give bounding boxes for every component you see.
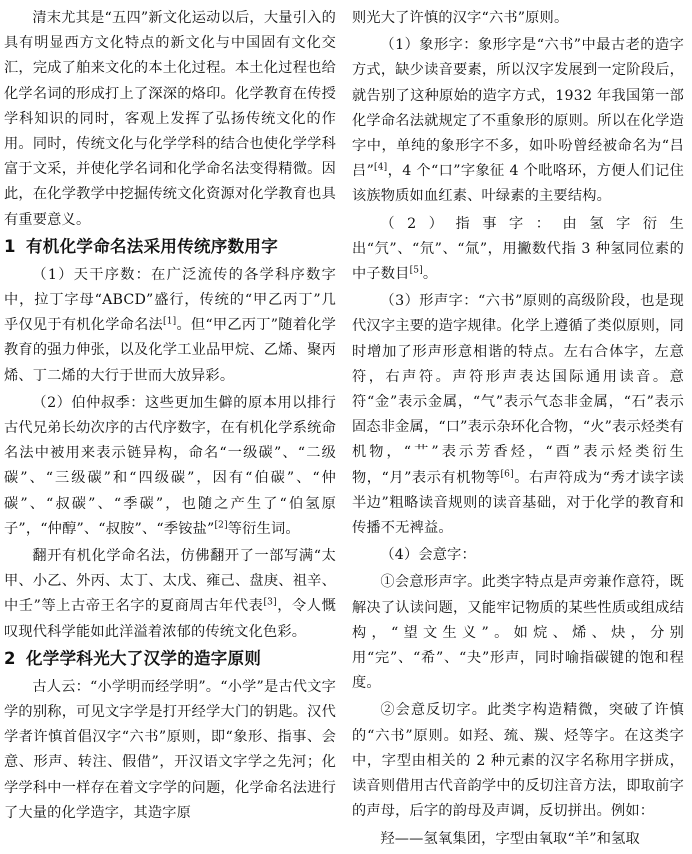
paragraph-text: （3）形声字：“六书”原则的高级阶段，也是现代汉字主要的造字规律。化学上遵循了类似原则，同时增加了形声形意相谐的特点。左右合体字，左意符，右声符。声符形声表达国际通用读音。意符“金”表示金属，“气”表示气态非金属，“石”表示固态非金属，“口”表示杂环化合物，“火”表示烃类有机物，“艹”表示芳香烃，“酉”表示烃类衍生物，“月”表示有机物等 — [352, 293, 684, 486]
paragraph-text: ，令人慨叹现代科学能如此洋溢着浓郁的传统文化色彩。 — [4, 598, 336, 640]
left-column — [4, 6, 336, 828]
intro-paragraph: 清末尤其是“五四”新文化运动以后，大量引入的具有明显西方文化特点的新文化与中国固有文化交汇，完成了舶来文化的本土化过程。本土化过程也给化学名词的形成打上了深深的烙印。化学教育在传授学科知识的同时，客观上发挥了弘扬传统文化的作用。同时，传统文化与化学学科的结合也使化学学科富于文采，并使化学名词和化学命名法变得精微。因此，在化学教学中挖掘传统文化资源对化学教育也具有重要意义。 — [4, 10, 336, 228]
citation-ref[interactable]: [5] — [409, 265, 423, 276]
paragraph-text: 等衍生词。 — [227, 520, 300, 537]
paragraph-emperors — [4, 544, 336, 645]
section-heading-1 — [4, 235, 336, 259]
section-title: 有机化学命名法采用传统序数用字 — [26, 236, 278, 256]
citation-ref[interactable]: [1] — [163, 316, 177, 327]
right-column — [352, 6, 684, 854]
paragraph-text: （1）天干序数：在广泛流传的各学科序数字中，拉丁字母“ABCD”盛行，传统的“甲乙丙丁”几乎仅见于有机化学命名法 — [4, 266, 336, 334]
section-number: 2 — [4, 648, 16, 668]
paragraph-text: 。但“甲乙丙丁”随着化学教育的强力伸张，以及化学工业品甲烷、乙烯、聚丙烯、丁二烯的大行于世而大放异彩。 — [4, 317, 336, 384]
section-heading-2 — [4, 647, 336, 671]
paragraph-continued: 则光大了许慎的汉字“六书”原则。 — [352, 10, 569, 26]
paragraph-xiangxing — [352, 33, 684, 209]
section-title: 化学学科光大了汉学的造字原则 — [26, 648, 262, 668]
paragraph-xingsheng — [352, 289, 684, 541]
paragraph-bozhong — [4, 391, 336, 542]
paragraph-text: （2）指事字：由氢字衍生出“氕”、“氘”、“氚”，用撇数代指 3 种氢同位素的中子数目 — [352, 215, 684, 283]
paragraph-huiyi-heading: （4）会意字： — [380, 547, 476, 564]
paragraph-huiyi-xingsheng: ①会意形声字。此类字特点是声旁兼作意符，既解决了认读问题，又能牢记物质的某些性质或组成结构，“望文生义”。如烷、烯、炔，分别用“完”、“希”、“夬”形声，同时喻指碳键的饱和程度。 — [352, 574, 684, 692]
citation-ref[interactable]: [3] — [263, 597, 277, 608]
citation-ref[interactable]: [4] — [374, 162, 388, 173]
paragraph-text: 。右声符成为“秀才读字读半边”粗略读音规则的读音基础，对于化学的教育和传播不无裨益。 — [352, 469, 684, 537]
citation-ref[interactable]: [2] — [214, 520, 228, 531]
paragraph-qiang: 羟——氢氧集团，字型由氧取“羊”和氢取 — [380, 830, 640, 847]
section-number: 1 — [4, 236, 16, 256]
citation-ref[interactable]: [6] — [500, 468, 514, 479]
paragraph-tiangan — [4, 263, 336, 389]
paragraph-text: （2）伯仲叔季：这些更加生僻的原本用以排行古代兄弟长幼次序的古代序数字，在有机化学系统命名法中被用来表示链异构，命名“一级碳”、“二级碳”、“三级碳”和“四级碳”，因有“伯碳”、“仲碳”、“叔碳”、“季碳”，也随之产生了“伯氢原子”，“仲醇”、“叔胺”、“季铵盐” — [4, 394, 336, 537]
paragraph-text: ，4 个“口”字象征 4 个吡咯环，方便人们记住该族物质如血红素、叶绿素的主要结构。 — [352, 163, 684, 205]
paragraph-huiyi-fanqie: ②会意反切字。此类字构造精微，突破了许慎的“六书”原则。如羟、巯、羰、烃等字。在这类字中，字型由相关的 2 种元素的汉字名称用字拼成，读音则借用古代音韵学中的反切注音方法，即取前字的声母，后字的韵母及声调，反切拼出。例如： — [352, 702, 684, 820]
paragraph-zhishi — [352, 212, 684, 288]
paragraph-text: （1）象形字：象形字是“六书”中最古老的造字方式，缺少读音要素，所以汉字发展到一定阶段后，就告别了这种原始的造字方式，1932 年我国第一部化学命名法就规定了不重象形的原则。所以在化学造字中，单纯的象形字不多，如卟吩曾经被命名为“吕吕” — [352, 37, 684, 180]
paragraph-text: 翻开有机化学命名法，仿佛翻开了一部写满“太甲、小乙、外丙、太丁、太戊、雍己、盘庚、祖辛、中壬”等上古帝王名字的夏商周古年代表 — [4, 548, 336, 615]
paragraph-text: 。 — [422, 266, 438, 283]
paragraph-xiaoxue: 古人云：“小学明而经学明”。“小学”是古代文字学的别称，可见文字学是打开经学大门的钥匙。汉代学者许慎首倡汉字“六书”原则，即“象形、指事、会意、形声、转注、假借”，开汉语文字学之先河；化学学科中一样存在着文字学的问题，化学命名法进行了大量的化学造字，其造字原 — [4, 678, 336, 821]
